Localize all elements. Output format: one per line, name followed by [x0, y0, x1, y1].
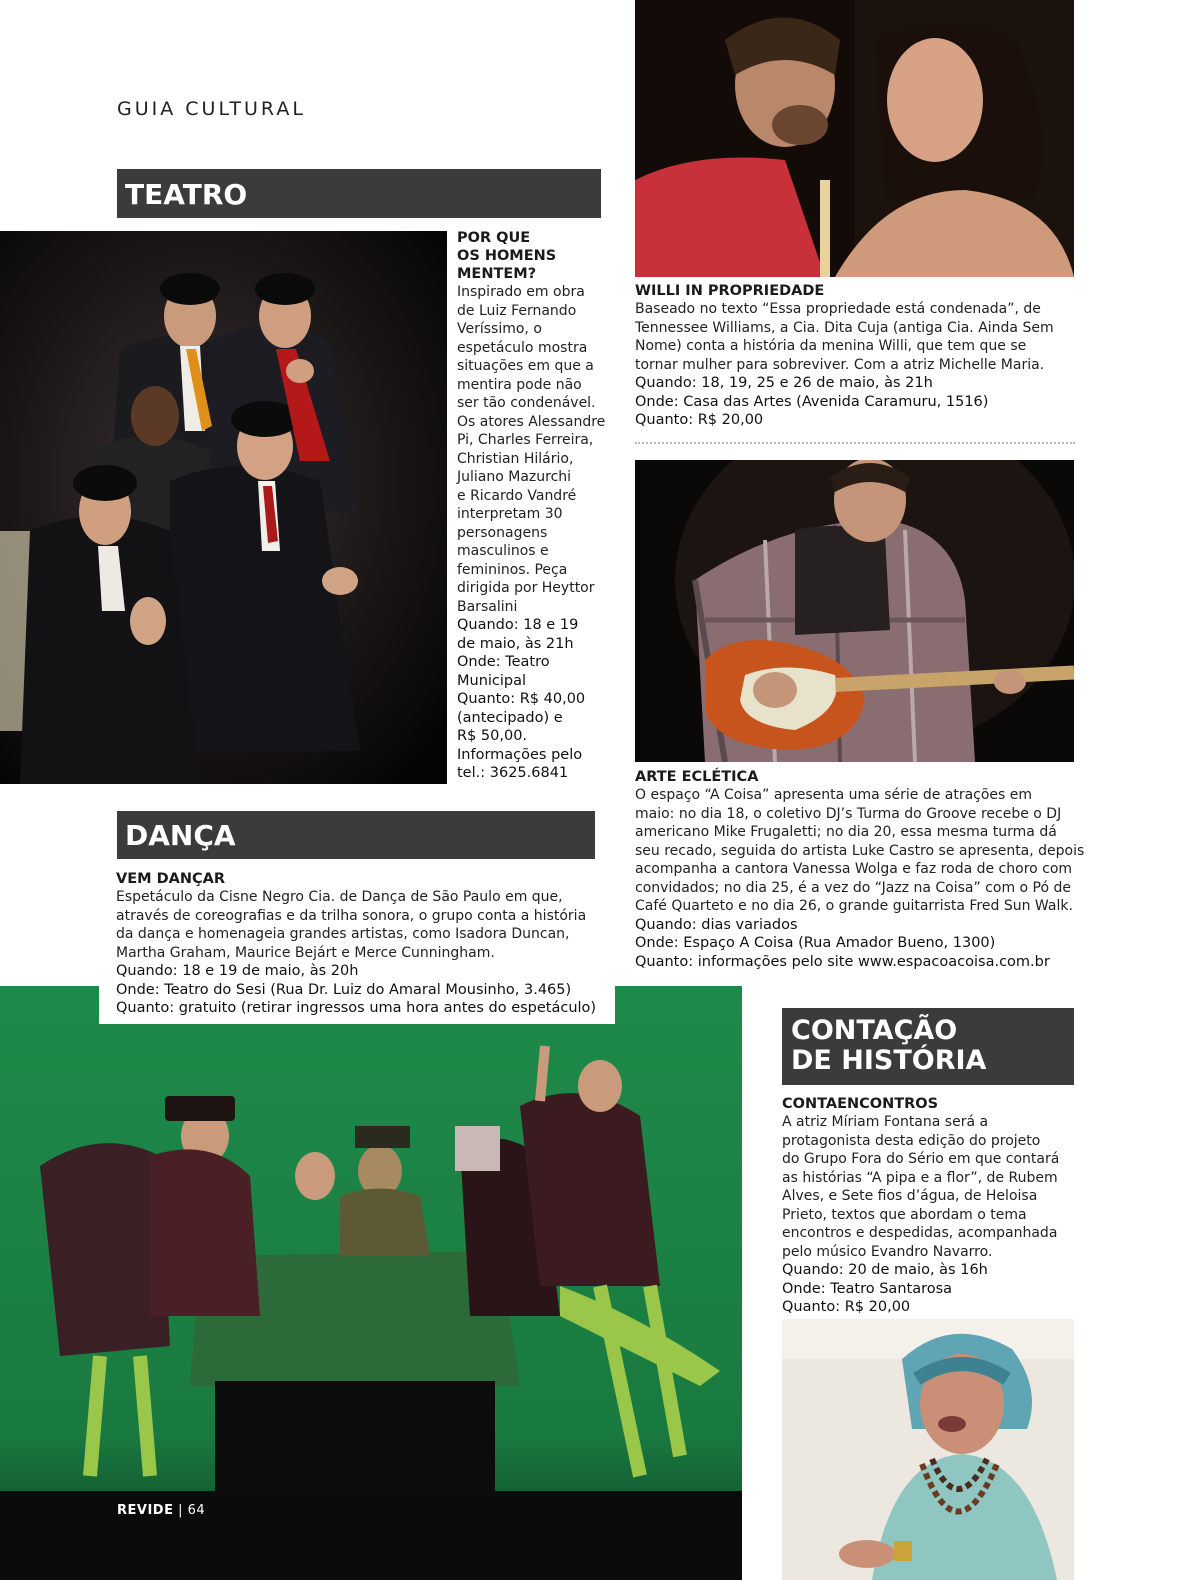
- article-info: [457, 616, 607, 783]
- page-number: 64: [187, 1503, 206, 1518]
- section-header-teatro: [117, 169, 601, 218]
- info-line: Quanto: gratuito (retirar ingressos uma hora antes do espetáculo): [116, 1000, 597, 1016]
- photo-teatro-cast: [0, 231, 447, 784]
- body-line: dirigida por Heyttor: [457, 580, 595, 596]
- body-line: Espetáculo da Cisne Negro Cia. de Dança de São Paulo em que,: [116, 889, 563, 905]
- info-line: (antecipado) e: [457, 709, 563, 726]
- title-line: POR QUE: [457, 230, 531, 246]
- body-line: personagens: [457, 524, 548, 541]
- article-body: [635, 300, 1085, 374]
- article-body: [635, 786, 1090, 916]
- body-line: através de coreografias e da trilha sonora, o grupo conta a história: [116, 907, 587, 924]
- info-line: Onde: Teatro: [457, 654, 550, 670]
- photo-willi-couple: [635, 0, 1074, 277]
- photo-arte-ecletica-guitarist: [635, 460, 1074, 762]
- body-line: Barsalini: [457, 598, 518, 615]
- article-title: [457, 229, 607, 283]
- info-line: Onde: Teatro do Sesi (Rua Dr. Luiz do Amaral Mousinho, 3.465): [116, 981, 572, 998]
- section-header-danca: [117, 811, 595, 859]
- article-title: VEM DANÇAR: [116, 871, 226, 887]
- title-line: MENTEM?: [457, 266, 537, 282]
- photo-danca-stage: [0, 986, 742, 1580]
- article-info: [116, 962, 615, 1018]
- body-line: americano Mike Frugaletti; no dia 20, essa mesma turma dá: [635, 824, 1057, 840]
- body-line: interpretam 30: [457, 506, 563, 522]
- body-line: Veríssimo, o: [457, 321, 542, 337]
- info-line: Quando: 18, 19, 25 e 26 de maio, às 21h: [635, 375, 933, 391]
- body-line: espetáculo mostra: [457, 339, 588, 356]
- body-line: Pi, Charles Ferreira,: [457, 432, 594, 448]
- body-line: da dança e homenageia grandes artistas, como Isadora Duncan,: [116, 926, 570, 942]
- body-line: pelo músico Evandro Navarro.: [782, 1243, 993, 1260]
- body-line: Martha Graham, Maurice Bejárt e Merce Cunningham.: [116, 944, 495, 961]
- body-line: encontros e despedidas, acompanhada: [782, 1225, 1058, 1241]
- dotted-divider: [635, 442, 1075, 444]
- info-line: tel.: 3625.6841: [457, 765, 569, 781]
- info-line: Quanto: R$ 40,00: [457, 691, 586, 707]
- article-title: ARTE ECLÉTICA: [635, 769, 759, 785]
- info-line: Onde: Casa das Artes (Avenida Caramuru, 1516): [635, 393, 989, 410]
- info-line: Quanto: R$ 20,00: [782, 1299, 911, 1315]
- body-line: maio: no dia 18, o coletivo DJ’s Turma do Groove recebe o DJ: [635, 805, 1062, 822]
- body-line: do Grupo Fora do Sério em que contará: [782, 1151, 1060, 1167]
- article-title: WILLI IN PROPRIEDADE: [635, 283, 825, 299]
- article-info: [635, 374, 1085, 430]
- body-line: situações em que a: [457, 358, 594, 374]
- article-info: [782, 1261, 1082, 1317]
- article-arte-ecletica: [635, 768, 1090, 971]
- body-line: acompanha a cantora Vanessa Wolga e faz roda de choro com: [635, 861, 1073, 877]
- body-line: Nome) conta a história da menina Willi, que tem que se: [635, 338, 1027, 354]
- info-line: Onde: Espaço A Coisa (Rua Amador Bueno, 1300): [635, 935, 996, 951]
- body-line: O espaço “A Coisa” apresenta uma série de atrações em: [635, 787, 1033, 803]
- article-contaencontros: [782, 1095, 1082, 1317]
- body-line: convidados; no dia 25, é a vez do “Jazz na Coisa” com o Pó de: [635, 879, 1072, 896]
- body-line: masculinos e: [457, 543, 549, 559]
- section-title: TEATRO: [125, 178, 248, 211]
- footer-separator: |: [178, 1503, 183, 1518]
- info-line: Quando: 20 de maio, às 16h: [782, 1262, 988, 1278]
- body-line: Tennessee Williams, a Cia. Dita Cuja (antiga Cia. Ainda Sem: [635, 319, 1054, 336]
- body-line: Christian Hilário,: [457, 450, 574, 467]
- body-line: Café Quarteto e no dia 26, o grande guitarrista Fred Sun Walk.: [635, 898, 1073, 914]
- body-line: Baseado no texto “Essa propriedade está condenada”, de: [635, 301, 1041, 317]
- info-line: R$ 50,00.: [457, 728, 528, 744]
- info-line: Quanto: informações pelo site www.espacoacoisa.com.br: [635, 953, 1050, 970]
- body-line: e Ricardo Vandré: [457, 487, 577, 504]
- info-line: Municipal: [457, 672, 527, 689]
- section-title-line: DE HISTÓRIA: [791, 1045, 987, 1076]
- title-line: OS HOMENS: [457, 248, 557, 264]
- body-line: mentira pode não: [457, 376, 582, 393]
- article-title: CONTAENCONTROS: [782, 1096, 939, 1112]
- body-line: Os atores Alessandre: [457, 413, 606, 430]
- section-kicker: GUIA CULTURAL: [117, 98, 306, 120]
- info-line: Quando: 18 e 19 de maio, às 20h: [116, 963, 359, 979]
- section-header-contacao: [782, 1008, 1074, 1085]
- body-line: tornar mulher para sobreviver. Com a atriz Michelle Maria.: [635, 356, 1045, 373]
- section-title-line: CONTAÇÃO: [791, 1015, 958, 1046]
- article-por-que-os-homens-mentem: [457, 229, 607, 783]
- page-footer: [117, 1503, 205, 1518]
- article-body: [116, 888, 615, 962]
- info-line: Quando: 18 e 19: [457, 617, 579, 633]
- article-body: [457, 283, 607, 616]
- body-line: protagonista desta edição do projeto: [782, 1132, 1041, 1149]
- body-line: ser tão condenável.: [457, 395, 596, 411]
- info-line: de maio, às 21h: [457, 635, 574, 652]
- article-willi-in-propriedade: [635, 282, 1085, 430]
- info-line: Quando: dias variados: [635, 916, 798, 933]
- info-line: Informações pelo: [457, 746, 583, 763]
- body-line: Juliano Mazurchi: [457, 469, 572, 485]
- body-line: Prieto, textos que abordam o tema: [782, 1206, 1027, 1223]
- info-line: Quanto: R$ 20,00: [635, 412, 764, 428]
- info-line: Onde: Teatro Santarosa: [782, 1280, 953, 1297]
- article-vem-dancar: [99, 868, 615, 1024]
- article-info: [635, 916, 1090, 972]
- body-line: Alves, e Sete fios d’água, de Heloisa: [782, 1188, 1038, 1204]
- body-line: seu recado, seguida do artista Luke Castro se apresenta, depois: [635, 842, 1085, 859]
- section-title: DANÇA: [125, 819, 236, 852]
- photo-contacao-storyteller: [782, 1319, 1074, 1580]
- body-line: femininos. Peça: [457, 561, 568, 578]
- magazine-name: REVIDE: [117, 1503, 174, 1518]
- article-body: [782, 1113, 1082, 1261]
- body-line: as histórias “A pipa e a flor”, de Rubem: [782, 1169, 1058, 1186]
- body-line: de Luiz Fernando: [457, 302, 577, 319]
- body-line: Inspirado em obra: [457, 284, 585, 300]
- body-line: A atriz Míriam Fontana será a: [782, 1114, 989, 1130]
